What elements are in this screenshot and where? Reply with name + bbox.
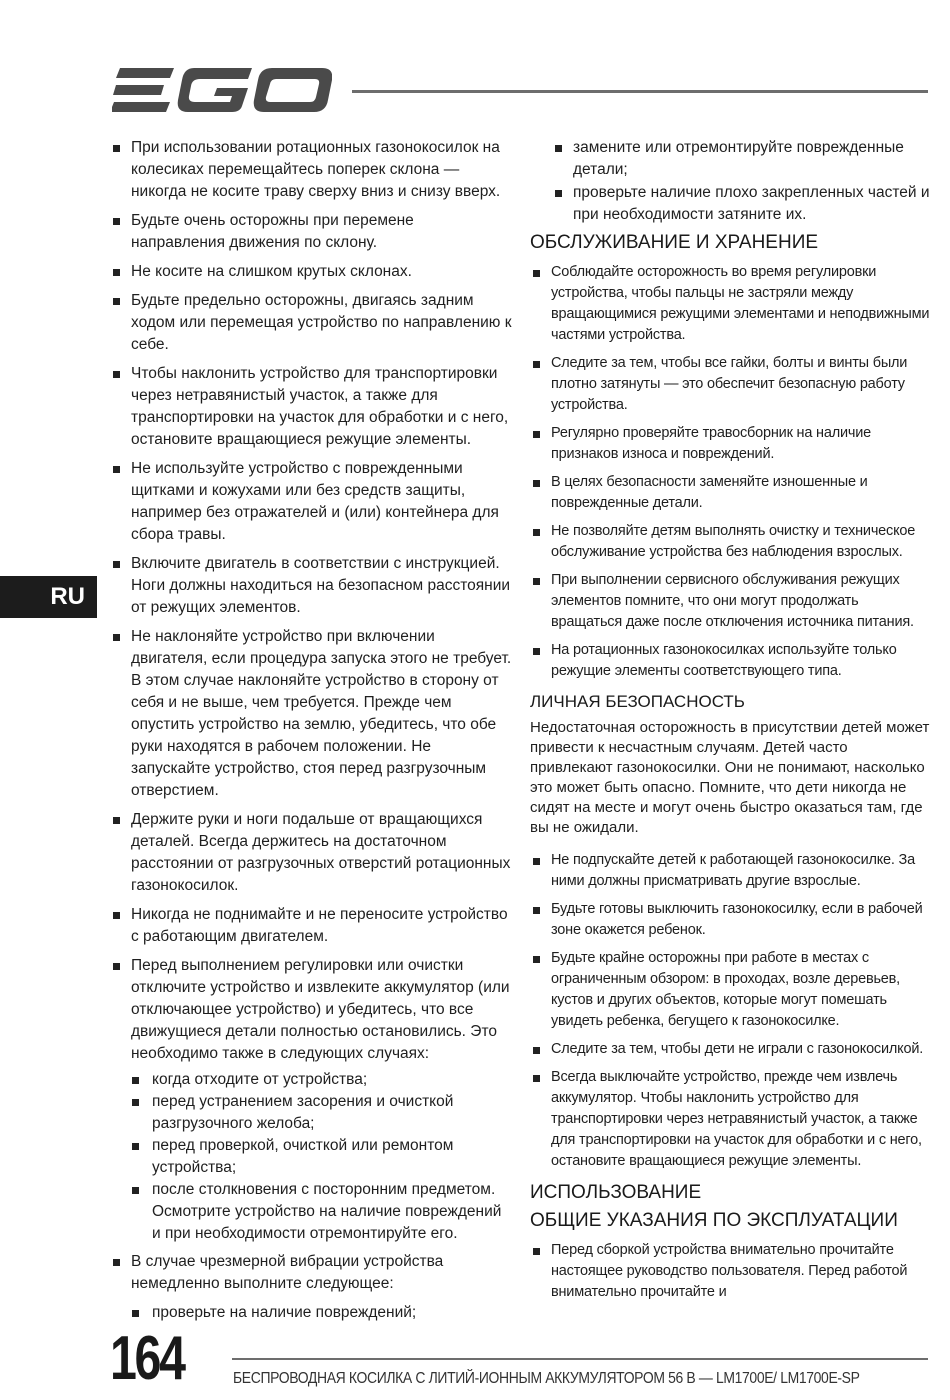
list-item: Не позволяйте детям выполнять очистку и техническое обслуживание устройства без наблюдения взрослых.	[530, 521, 930, 563]
maintenance-heading: ОБСЛУЖИВАНИЕ И ХРАНЕНИЕ	[530, 232, 819, 253]
usage-list	[530, 1240, 930, 1303]
safety-list	[112, 137, 512, 1065]
list-item: Включите двигатель в соответствии с инструкцией. Ноги должны находиться на безопасном расстоянии от режущих элементов.	[112, 553, 512, 619]
sub-list-item: перед устранением засорения и очисткой разгрузочного желоба;	[131, 1091, 512, 1135]
sub-list-item: после столкновения с посторонним предметом. Осмотрите устройство на наличие повреждений и при необходимости отремонтируйте его.	[131, 1179, 512, 1245]
list-item: Соблюдайте осторожность во время регулировки устройства, чтобы пальцы не застряли между вращающимися режущими элементами и неподвижными частями устройства.	[530, 262, 930, 346]
language-label: RU	[50, 583, 85, 610]
list-item: Никогда не поднимайте и не переносите устройство с работающим двигателем.	[112, 904, 512, 948]
list-item: Не подпускайте детей к работающей газонокосилке. За ними должны присматривать другие взрослые.	[530, 850, 930, 892]
list-item: Держите руки и ноги подальше от вращающихся деталей. Всегда держитесь на достаточном расстоянии от разгрузочных отверстий ротационных газонокосилок.	[112, 809, 512, 897]
list-item: Перед сборкой устройства внимательно прочитайте настоящее руководство пользователя. Перед работой внимательно прочитайте и	[530, 1240, 930, 1303]
usage-heading: ИСПОЛЬЗОВАНИЕ	[530, 1182, 702, 1203]
list-item: Перед выполнением регулировки или очистки отключите устройство и извлеките аккумулятор (или отключающее устройство) и убедитесь, что все движущиеся детали полностью остановились. Это необходимо также в следующих случаях:	[112, 955, 512, 1065]
list-item: Будьте очень осторожны при перемене направления движения по склону.	[112, 210, 512, 254]
sub-list-item: когда отходите от устройства;	[131, 1069, 512, 1091]
left-column	[112, 137, 512, 1330]
language-tab	[0, 576, 97, 618]
list-item: Следите за тем, чтобы дети не играли с газонокосилкой.	[530, 1039, 930, 1060]
list-item: Не наклоняйте устройство при включении двигателя, если процедура запуска этого не требует. В этом случае наклоняйте устройство в сторону от себя и не выше, чем требуется. Прежде чем опустить устройство на землю, убедитесь, что обе руки находятся в рабочем положении. Не запускайте устройство, стоя перед разгрузочным отверстием.	[112, 626, 512, 802]
list-item: На ротационных газонокосилках используйте только режущие элементы соответствующего типа.	[530, 640, 930, 682]
adjustment-sub-list	[112, 1069, 512, 1245]
vibration-sub-list-continued	[530, 137, 930, 226]
list-item: При выполнении сервисного обслуживания режущих элементов помните, что они могут продолжать вращаться даже после отключения источника питания.	[530, 570, 930, 633]
list-item: В случае чрезмерной вибрации устройства немедленно выполните следующее:	[112, 1251, 512, 1295]
list-item: Будьте крайне осторожны при работе в местах с ограниченным обзором: в проходах, возле деревьев, кустов и других объектов, которые могут помешать увидеть ребенка, бегущего к газонокосилке.	[530, 948, 930, 1032]
personal-safety-heading: ЛИЧНАЯ БЕЗОПАСНОСТЬ	[530, 692, 745, 711]
list-item: Не используйте устройство с поврежденными щитками и кожухами или без средств защиты, например без отражателей и (или) контейнера для сбора травы.	[112, 458, 512, 546]
list-item: При использовании ротационных газонокосилок на колесиках перемещайтесь поперек склона — никогда не косите траву сверху вниз и снизу вверх.	[112, 137, 512, 203]
page-number: 164	[110, 1324, 184, 1393]
list-item: В целях безопасности заменяйте изношенные и поврежденные детали.	[530, 472, 930, 514]
right-column	[530, 137, 930, 1310]
list-item: Следите за тем, чтобы все гайки, болты и винты были плотно затянуты — это обеспечит безопасную работу устройства.	[530, 353, 930, 416]
footer-rule	[232, 1358, 928, 1360]
sub-list-item: проверьте на наличие повреждений;	[131, 1302, 512, 1324]
header-rule	[352, 90, 928, 93]
personal-safety-paragraph: Недостаточная осторожность в присутствии детей может привести к несчастным случаям. Детей часто привлекают газонокосилки. Они не понимают, насколько это может быть опасно. Помните, что дети никогда не сидят на месте и могут очень быстро оказаться там, где вы не ожидали.	[530, 719, 930, 836]
list-item: Всегда выключайте устройство, прежде чем извлечь аккумулятор. Чтобы наклонить устройство для транспортировки через нетравянистый участок, а также для транспортировки на участок для обработки и с него, остановите вращающиеся режущие элементы.	[530, 1067, 930, 1172]
list-item: Будьте готовы выключить газонокосилку, если в рабочей зоне окажется ребенок.	[530, 899, 930, 941]
list-item: Регулярно проверяйте травосборник на наличие признаков износа и повреждений.	[530, 423, 930, 465]
vibration-list	[112, 1251, 512, 1295]
list-item: Будьте предельно осторожны, двигаясь задним ходом или перемещая устройство по направлению к себе.	[112, 290, 512, 356]
ego-logo	[112, 66, 332, 114]
personal-safety-list	[530, 850, 930, 1172]
usage-subheading: ОБЩИЕ УКАЗАНИЯ ПО ЭКСПЛУАТАЦИИ	[530, 1210, 898, 1231]
sub-list-item: проверьте наличие плохо закрепленных частей и при необходимости затяните их.	[552, 182, 930, 226]
sub-list-item: замените или отремонтируйте поврежденные детали;	[552, 137, 930, 181]
list-item: Не косите на слишком крутых склонах.	[112, 261, 512, 283]
footer-title: БЕСПРОВОДНАЯ КОСИЛКА С ЛИТИЙ-ИОННЫМ АККУМУЛЯТОРОМ 56 В — LM1700E/ LM1700E-SP	[233, 1370, 860, 1387]
sub-list-item: перед проверкой, очисткой или ремонтом устройства;	[131, 1135, 512, 1179]
vibration-sub-list	[112, 1302, 512, 1324]
list-item: Чтобы наклонить устройство для транспортировки через нетравянистый участок, а также для транспортировки на участок для обработки и с него, остановите вращающиеся режущие элементы.	[112, 363, 512, 451]
maintenance-list	[530, 262, 930, 682]
